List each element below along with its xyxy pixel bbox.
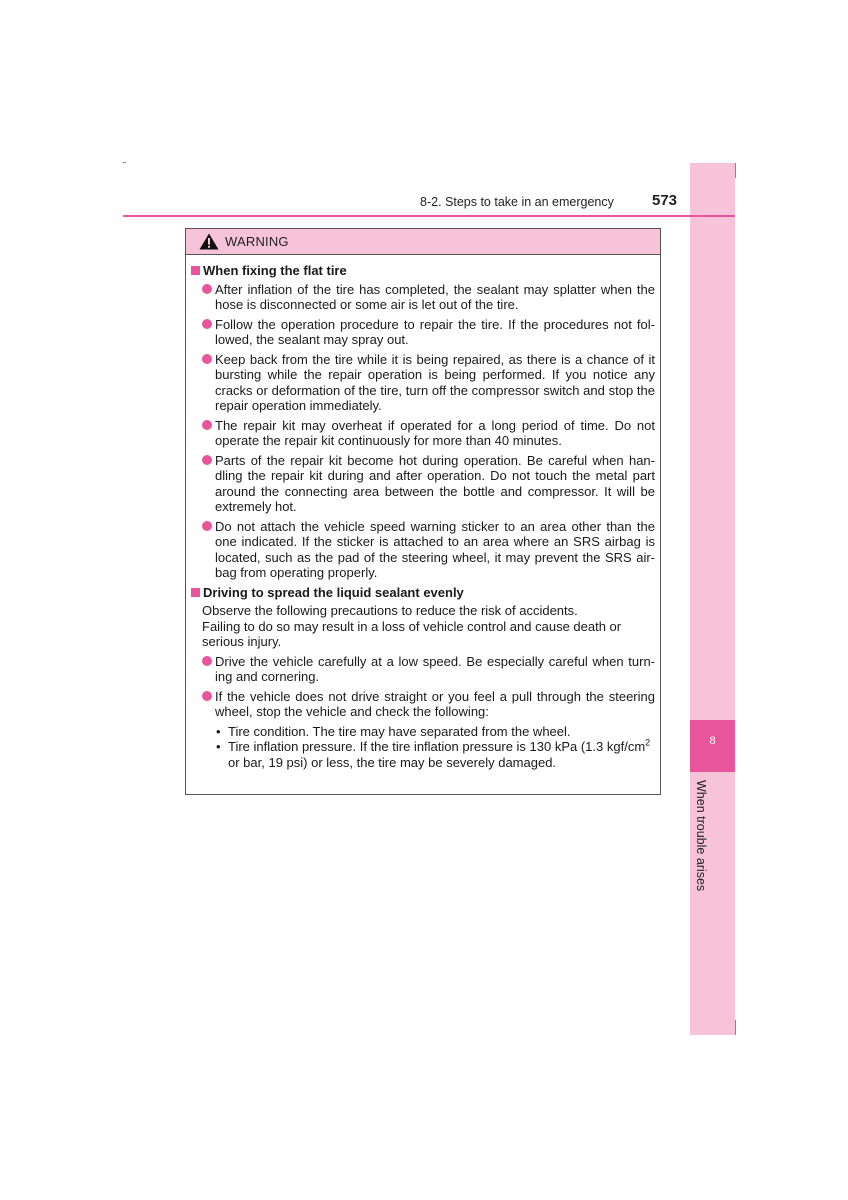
chapter-number: 8: [690, 720, 735, 772]
sub-list-item: • Tire inflation pressure. If the tire inflation pressure is 130 kPa (1.3 kgf/$cm^2$ or bar, 19 psi) or less, the tire may be severely damaged.: [216, 737, 651, 770]
list-item: Parts of the repair kit become hot during operation. Be careful when han-dling the repair kit during and after operation. Do not touch the metal part around the connecting area between the bottle and compressor. It will be extremely hot.: [202, 453, 655, 515]
square-marker-icon: [191, 588, 200, 597]
chapter-label: When trouble arises: [694, 780, 708, 892]
subheading-driving-spread-sealant: Driving to spread the liquid sealant evenly: [190, 585, 655, 601]
crop-mark-right-top: [735, 163, 736, 178]
bullet-dot-icon: [202, 691, 212, 701]
list-item: Keep back from the tire while it is being repaired, as there is a chance of it bursting while the repair operation is being performed. If you notice any cracks or deformation of the tire, turn off the compressor switch and stop the repair operation immediately.: [202, 352, 655, 414]
bullet-dot-icon: [202, 420, 212, 430]
crop-mark-left: [123, 162, 126, 163]
intro-paragraph: Failing to do so may result in a loss of vehicle control and cause death or serious injury.: [202, 618, 622, 649]
bullet-dot-icon: [202, 521, 212, 531]
bullet-dot-icon: [202, 319, 212, 329]
list-item: The repair kit may overheat if operated for a long period of time. Do not operate the repair kit continuously for more than 40 minutes.: [202, 418, 655, 449]
chapter-side-tab: [690, 163, 735, 1035]
bullet-dot-icon: [202, 455, 212, 465]
section-title: 8-2. Steps to take in an emergency: [420, 195, 614, 209]
warning-header: [186, 229, 660, 255]
square-marker-icon: [191, 266, 200, 275]
list-item: Do not attach the vehicle speed warning sticker to an area other than the one indicated. If the sticker is attached to an area where an SRS airbag is located, such as the pad of the steering wheel, it may prevent the SRS air-bag from operating properly.: [202, 519, 655, 581]
list-item: After inflation of the tire has completed, the sealant may splatter when the hose is disconnected or some air is let out of the tire.: [202, 282, 655, 313]
sub-bullet-mark: •: [216, 739, 221, 754]
warning-box: [185, 228, 661, 795]
subheading-fixing-flat-tire: When fixing the flat tire: [190, 263, 655, 279]
list-item: If the vehicle does not drive straight or you feel a pull through the steering wheel, stop the vehicle and check the following:: [202, 689, 655, 720]
page-number: 573: [652, 192, 678, 209]
list-item: Follow the operation procedure to repair the tire. If the procedures not fol-lowed, the sealant may spray out.: [202, 317, 655, 348]
list-item: Drive the vehicle carefully at a low speed. Be especially careful when turn-ing and cornering.: [202, 654, 655, 685]
sub-list-item: • Tire condition. The tire may have separated from the wheel.: [216, 723, 571, 739]
bullet-dot-icon: [202, 354, 212, 364]
header-rule: [123, 215, 735, 217]
crop-mark-right-bottom: [735, 1020, 736, 1035]
warning-triangle-icon: [199, 233, 219, 250]
intro-paragraph: Observe the following precautions to reduce the risk of accidents.: [202, 603, 578, 618]
bullet-dot-icon: [202, 284, 212, 294]
warning-title: WARNING: [225, 234, 289, 249]
sub-bullet-mark: •: [216, 723, 221, 739]
bullet-dot-icon: [202, 656, 212, 666]
warning-body: [186, 255, 660, 770]
